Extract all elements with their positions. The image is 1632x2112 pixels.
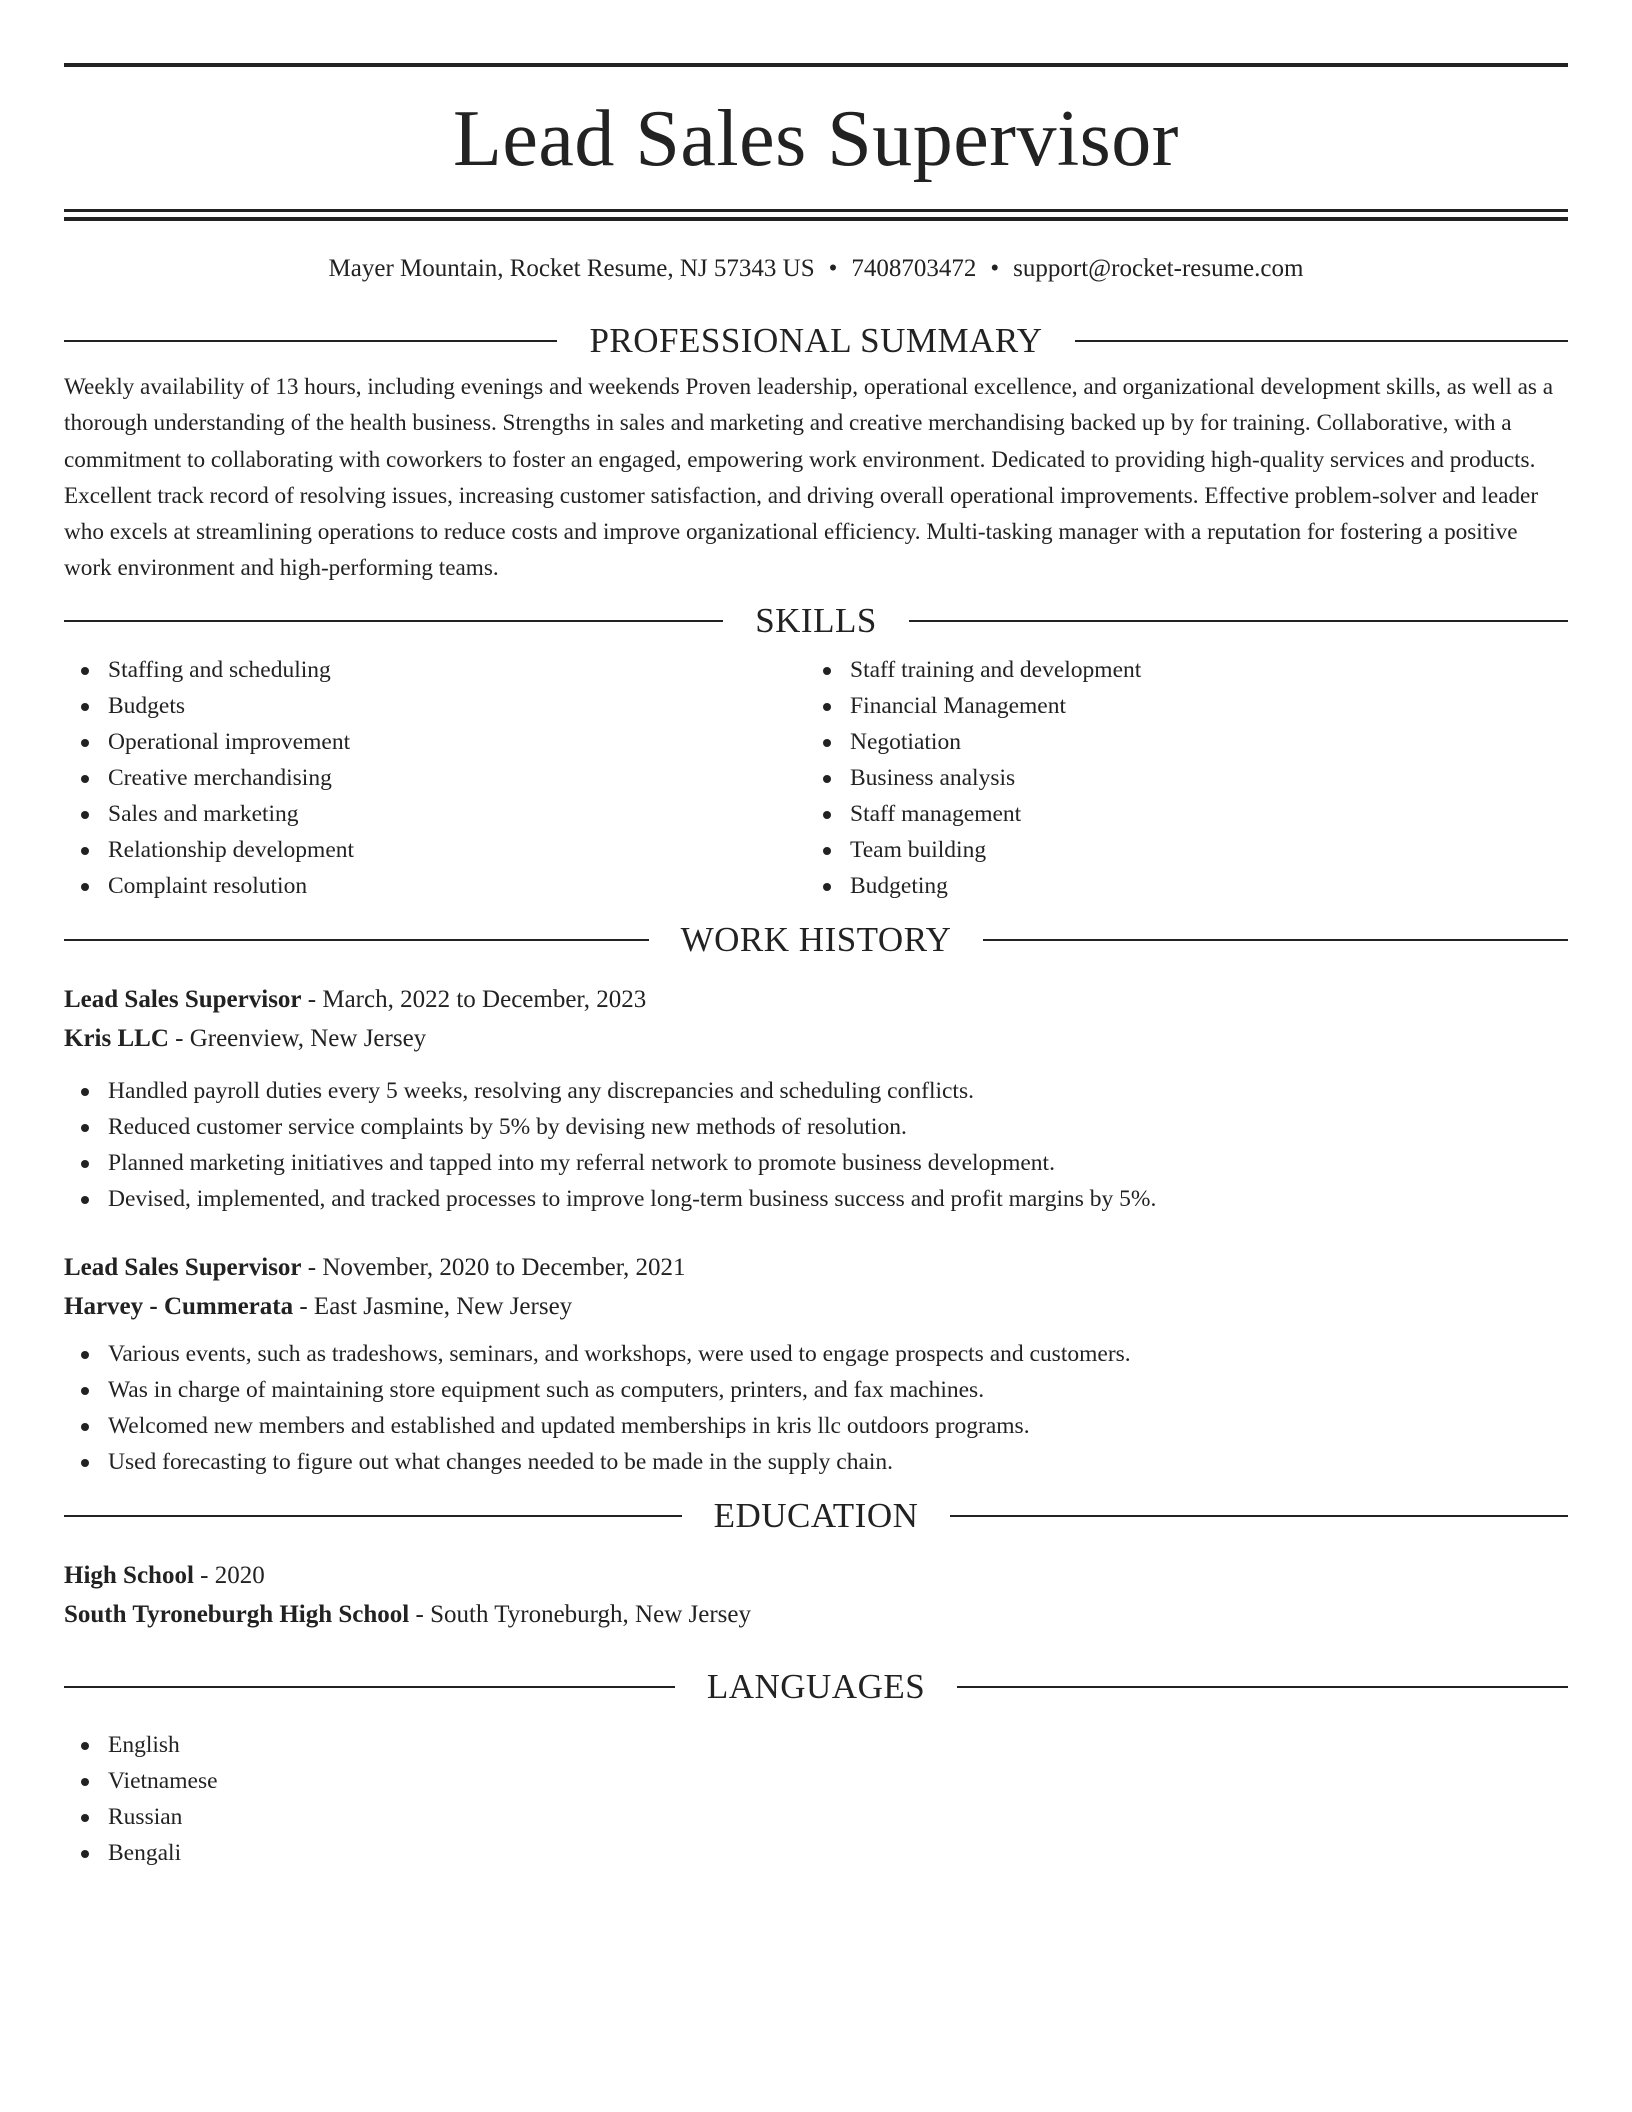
header-double-rule (64, 209, 1568, 221)
job-bullets (64, 1073, 1568, 1217)
job-dates: - November, 2020 to December, 2021 (301, 1253, 686, 1281)
job-company: Kris LLC (64, 1024, 169, 1052)
skills-list-right (806, 652, 1548, 904)
language-item: Bengali (64, 1835, 1568, 1871)
summary-heading (64, 321, 1568, 361)
job-entry (64, 1248, 1568, 1480)
skill-item: Financial Management (806, 688, 1548, 724)
languages-list (64, 1727, 1568, 1871)
job-bullets (64, 1336, 1568, 1480)
skill-item: Complaint resolution (64, 868, 806, 904)
job-bullet: Reduced customer service complaints by 5% by devising new methods of resolution. (64, 1109, 1568, 1145)
heading-rule (64, 340, 557, 342)
job-bullet: Devised, implemented, and tracked processes to improve long-term business success and profit margins by 5%. (64, 1181, 1568, 1217)
skill-item: Relationship development (64, 832, 806, 868)
skill-item: Budgeting (806, 868, 1548, 904)
job-bullet: Planned marketing initiatives and tapped into my referral network to promote business development. (64, 1145, 1568, 1181)
skill-item: Creative merchandising (64, 760, 806, 796)
work-heading (64, 920, 1568, 960)
skill-item: Staff management (806, 796, 1548, 832)
work-title: WORK HISTORY (680, 919, 952, 959)
job-entry (64, 980, 1568, 1217)
heading-rule (950, 1515, 1568, 1517)
skill-item: Budgets (64, 688, 806, 724)
contact-email: support@rocket-resume.com (1013, 255, 1304, 282)
job-bullet: Various events, such as tradeshows, seminars, and workshops, were used to engage prospects and customers. (64, 1336, 1568, 1372)
education-heading (64, 1496, 1568, 1536)
job-bullet: Handled payroll duties every 5 weeks, resolving any discrepancies and scheduling conflicts. (64, 1073, 1568, 1109)
job-title-line (64, 980, 1568, 1019)
job-role: Lead Sales Supervisor (64, 985, 302, 1013)
heading-rule (64, 620, 723, 622)
education-degree-line (64, 1556, 1568, 1595)
contact-address: Mayer Mountain, Rocket Resume, NJ 57343 US (328, 255, 815, 282)
education-title: EDUCATION (713, 1495, 919, 1535)
skills-columns (64, 652, 1568, 904)
languages-heading (64, 1667, 1568, 1707)
skill-item: Operational improvement (64, 724, 806, 760)
skill-item: Business analysis (806, 760, 1548, 796)
job-role: Lead Sales Supervisor (64, 1253, 302, 1281)
languages-title: LANGUAGES (706, 1666, 926, 1706)
contact-separator: • (828, 255, 838, 282)
skill-item: Staffing and scheduling (64, 652, 806, 688)
job-dates: - March, 2022 to December, 2023 (301, 985, 647, 1013)
skill-item: Sales and marketing (64, 796, 806, 832)
job-company: Harvey - Cummerata (64, 1292, 294, 1320)
job-bullet: Was in charge of maintaining store equipment such as computers, printers, and fax machines. (64, 1372, 1568, 1408)
job-location: - East Jasmine, New Jersey (293, 1292, 573, 1320)
heading-rule (983, 939, 1568, 941)
education-entry (64, 1556, 1568, 1634)
contact-phone: 7408703472 (851, 255, 977, 282)
skills-title: SKILLS (755, 600, 877, 640)
summary-title: PROFESSIONAL SUMMARY (589, 321, 1043, 360)
contact-separator: • (990, 255, 1000, 282)
skill-item: Team building (806, 832, 1548, 868)
education-school-line (64, 1595, 1568, 1634)
job-bullet: Welcomed new members and established and updated memberships in kris llc outdoors programs. (64, 1408, 1568, 1444)
skill-item: Staff training and development (806, 652, 1548, 688)
language-item: Vietnamese (64, 1763, 1568, 1799)
skill-item: Negotiation (806, 724, 1548, 760)
heading-rule (909, 620, 1568, 622)
language-item: Russian (64, 1799, 1568, 1835)
job-company-line (64, 1287, 1568, 1326)
heading-rule (64, 939, 649, 941)
job-company-line (64, 1019, 1568, 1058)
job-bullet: Used forecasting to figure out what changes needed to be made in the supply chain. (64, 1444, 1568, 1480)
heading-rule (1075, 340, 1568, 342)
job-location: - Greenview, New Jersey (168, 1024, 427, 1052)
heading-rule (64, 1515, 682, 1517)
education-school: South Tyroneburgh High School (64, 1600, 410, 1628)
summary-text: Weekly availability of 13 hours, including evenings and weekends Proven leadership, operational excellence, and organizational development skills, as well as a thorough understanding of the health business. Strengths in sales and marketing and creative merchandising backed up by for training. Collaborative, with a commitment to collaborating with coworkers to foster an engaged, empowering work environment. Dedicated to providing high-quality services and products. Excellent track record of resolving issues, increasing customer satisfaction, and driving overall operational improvements. Effective problem-solver and leader who excels at streamlining operations to reduce costs and improve organizational efficiency. Multi-tasking manager with a reputation for fostering a positive work environment and high-performing teams. (64, 374, 1553, 582)
education-degree: High School (64, 1561, 194, 1589)
candidate-name: Lead Sales Supervisor (453, 95, 1179, 183)
heading-rule (957, 1686, 1568, 1688)
heading-rule (64, 1686, 675, 1688)
education-year: - 2020 (193, 1561, 265, 1589)
skills-heading (64, 601, 1568, 641)
language-item: English (64, 1727, 1568, 1763)
skills-list-left (64, 652, 806, 904)
job-title-line (64, 1248, 1568, 1287)
education-location: - South Tyroneburgh, New Jersey (409, 1600, 751, 1628)
contact-line (64, 254, 1568, 284)
